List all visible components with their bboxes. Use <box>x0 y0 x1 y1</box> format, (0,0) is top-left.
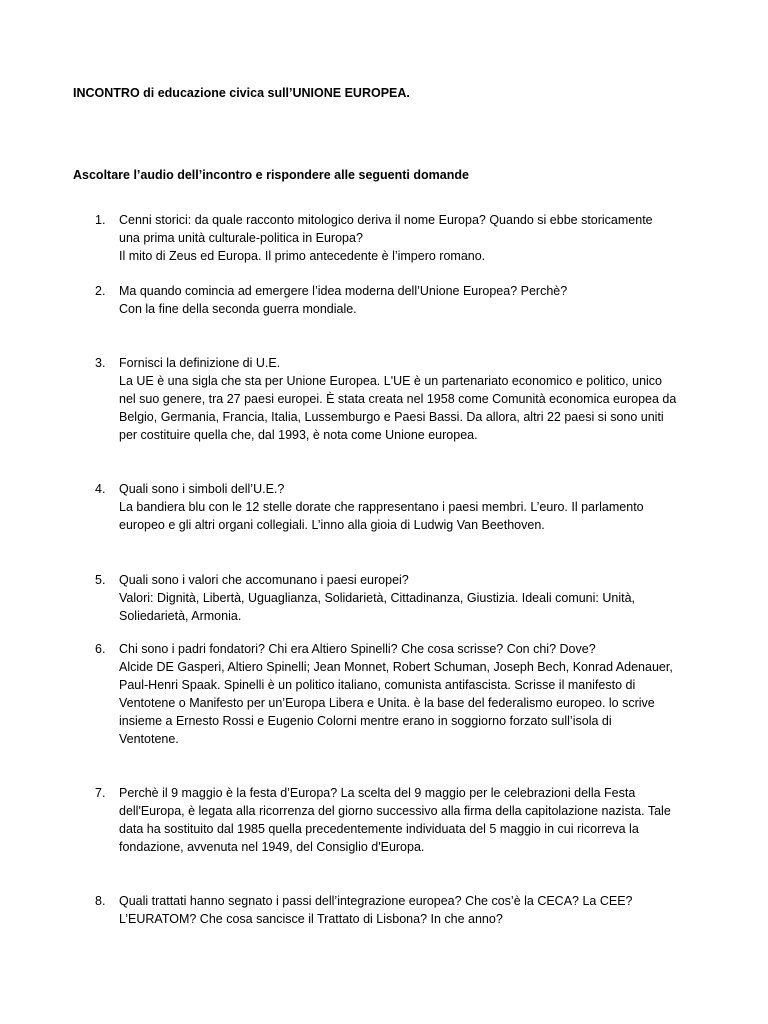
question-number: 2. <box>95 284 106 298</box>
question-item-1 <box>95 211 705 265</box>
answer-text: La bandiera blu con le 12 stelle dorate che rappresentano i paesi membri. L’euro. Il parlamento <box>119 500 644 514</box>
question-text: Perchè il 9 maggio è la festa d’Europa? La scelta del 9 maggio per le celebrazioni della Festa <box>119 786 636 800</box>
question-number: 5. <box>95 573 106 587</box>
answer-text: Con la fine della seconda guerra mondiale. <box>119 302 357 316</box>
answer-text: Il mito di Zeus ed Europa. Il primo antecedente è l’impero romano. <box>119 249 486 263</box>
question-item-2 <box>95 282 705 318</box>
question-item-7 <box>95 784 705 856</box>
document-title: INCONTRO di educazione civica sull’UNIONE EUROPEA. <box>73 86 410 100</box>
question-text: Quali trattati hanno segnato i passi dell’integrazione europea? Che cos’è la CECA? La CEE? <box>119 894 633 908</box>
document-instructions: Ascoltare l’audio dell’incontro e rispondere alle seguenti domande <box>73 168 469 182</box>
answer-text: Alcide DE Gasperi, Altiero Spinelli; Jean Monnet, Robert Schuman, Joseph Bech, Konrad Adenauer, <box>119 660 673 674</box>
question-item-5 <box>95 571 705 625</box>
question-item-6 <box>95 640 705 748</box>
question-text: Ma quando comincia ad emergere l’idea moderna dell’Unione Europea? Perchè? <box>119 284 568 298</box>
question-number: 4. <box>95 482 106 496</box>
question-number: 3. <box>95 356 106 370</box>
answer-text: fondazione, avvenuta nel 1949, del Consiglio d'Europa. <box>119 840 425 854</box>
answer-text: per costituire quella che, dal 1993, è nota come Unione europea. <box>119 428 478 442</box>
question-item-8 <box>95 892 705 928</box>
answer-text: Soliedarietà, Armonia. <box>119 609 242 623</box>
question-text: Chi sono i padri fondatori? Chi era Altiero Spinelli? Che cosa scrisse? Con chi? Dove? <box>119 642 596 656</box>
answer-text: insieme a Ernesto Rossi e Eugenio Colorni mentre erano in soggiorno forzato sull’isola di <box>119 714 612 728</box>
question-number: 6. <box>95 642 106 656</box>
question-text: una prima unità culturale-politica in Europa? <box>119 231 363 245</box>
answer-text: Ventotene. <box>119 732 179 746</box>
question-text: Cenni storici: da quale racconto mitologico deriva il nome Europa? Quando si ebbe storicamente <box>119 213 653 227</box>
question-number: 1. <box>95 213 106 227</box>
answer-text: europeo e gli altri organi collegiali. L’inno alla gioia di Ludwig Van Beethoven. <box>119 518 545 532</box>
question-text: Fornisci la definizione di U.E. <box>119 356 281 370</box>
question-number: 7. <box>95 786 106 800</box>
answer-text: Belgio, Germania, Francia, Italia, Lussemburgo e Paesi Bassi. Da allora, altri 22 paesi si sono uniti <box>119 410 664 424</box>
answer-text: dell'Europa, è legata alla ricorrenza del giorno successivo alla firma della capitolazione nazista. Tale <box>119 804 671 818</box>
answer-text: data ha sostituito dal 1985 quella precedentemente individuata del 5 maggio in cui ricorreva la <box>119 822 639 836</box>
answer-text: La UE è una sigla che sta per Unione Europea. L'UE è un partenariato economico e politico, unico <box>119 374 662 388</box>
answer-text: Ventotene o Manifesto per un’Europa Libera e Unita. è la base del federalismo europeo. lo scrive <box>119 696 655 710</box>
question-item-3 <box>95 354 705 444</box>
answer-text: Paul-Henri Spaak. Spinelli è un politico italiano, comunista antifascista. Scrisse il manifesto di <box>119 678 636 692</box>
question-number: 8. <box>95 894 106 908</box>
question-text: Quali sono i valori che accomunano i paesi europei? <box>119 573 409 587</box>
question-text: L’EURATOM? Che cosa sancisce il Trattato di Lisbona? In che anno? <box>119 912 503 926</box>
answer-text: Valori: Dignità, Libertà, Uguaglianza, Solidarietà, Cittadinanza, Giustizia. Ideali comuni: Unità, <box>119 591 636 605</box>
answer-text: nel suo genere, tra 27 paesi europei. È stata creata nel 1958 come Comunità economica europea da <box>119 392 677 406</box>
question-text: Quali sono i simboli dell’U.E.? <box>119 482 285 496</box>
question-item-4 <box>95 480 705 534</box>
